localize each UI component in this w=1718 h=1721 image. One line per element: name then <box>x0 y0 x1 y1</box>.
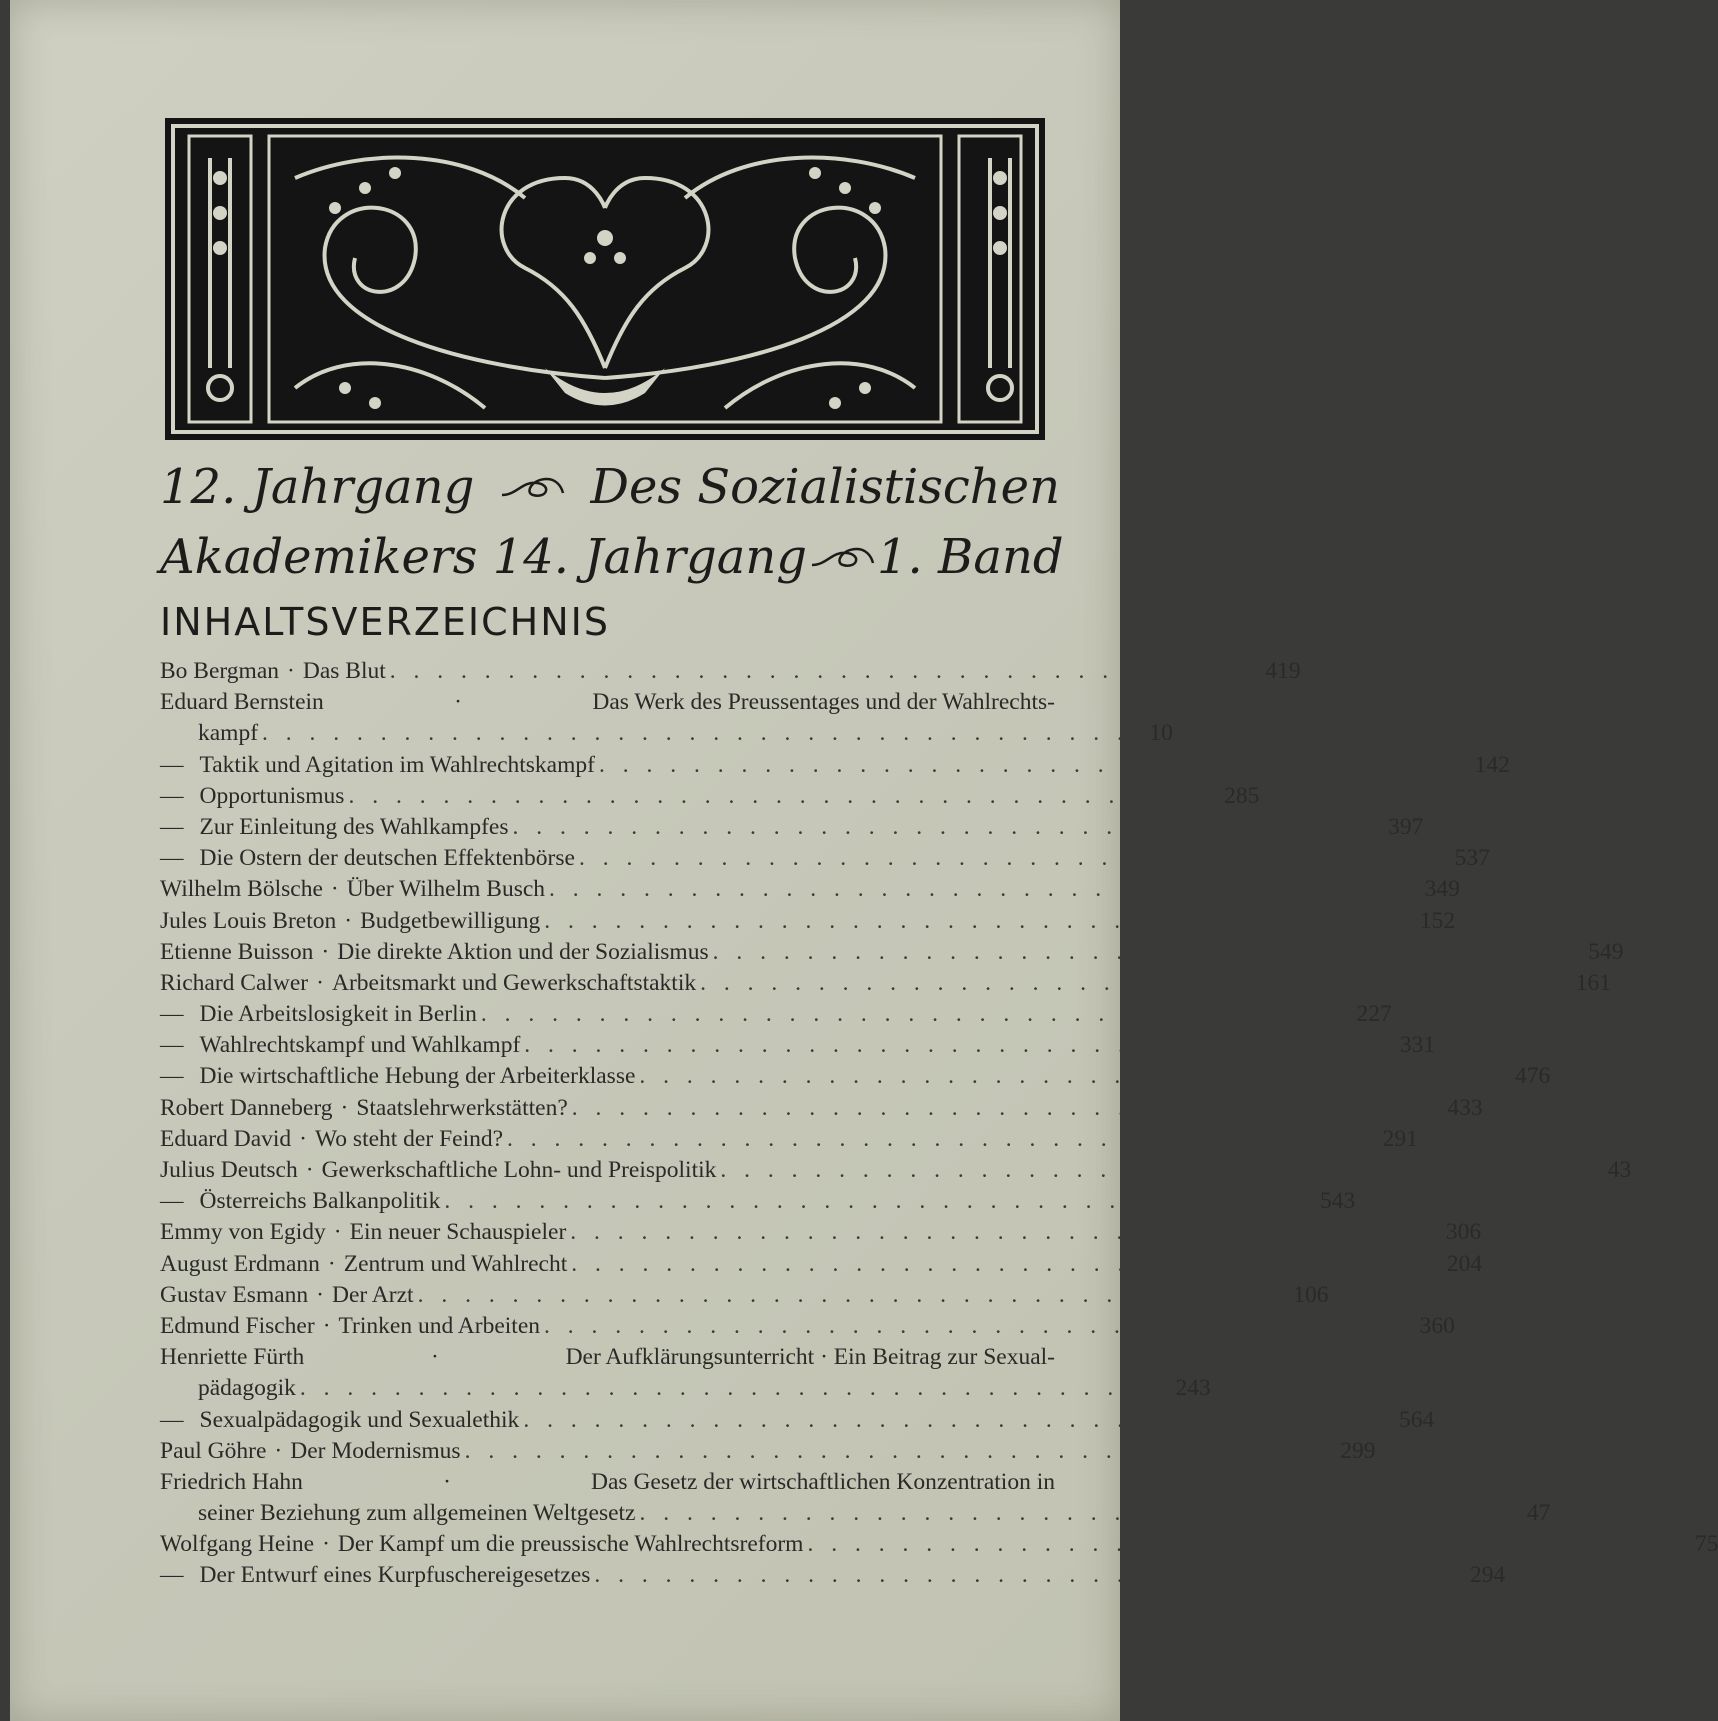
toc-entry <box>160 687 1173 749</box>
toc-entry-line <box>160 687 1055 718</box>
toc-page-number: 43 <box>1607 1157 1632 1183</box>
dot-leader: . . . . . . . . . . . . . . . . . . . . . . . . . . . . . . . . . . . . . <box>594 1562 1462 1589</box>
toc-entry <box>160 937 1624 968</box>
toc-separator: · <box>321 938 330 965</box>
toc-entry <box>160 999 1392 1030</box>
toc-title: Der Modernismus <box>290 1437 461 1464</box>
toc-page-number: 142 <box>1474 751 1510 778</box>
toc-author: Gustav Esmann <box>160 1281 309 1308</box>
dot-leader: . . . . . . . . . . . . . . . . . . . . . . . . . . . . . . . . . . . . . <box>464 1437 1332 1464</box>
toc-separator: · <box>340 1094 349 1121</box>
volume-label: 1. Band <box>877 529 1064 585</box>
toc-author: — <box>160 813 184 840</box>
toc-page-number: 543 <box>1319 1188 1356 1215</box>
toc-page-number: 294 <box>1469 1562 1506 1589</box>
toc-entry <box>160 1155 1632 1186</box>
toc-entry-line <box>160 999 1392 1030</box>
toc-title: Sexualpädagogik und Sexualethik <box>199 1406 520 1433</box>
journal-name-part2: Akademikers 14. Jahrgang <box>160 529 807 585</box>
toc-entry-continuation <box>160 1498 1551 1529</box>
toc-entry <box>160 1061 1551 1092</box>
toc-page-number: 227 <box>1356 1001 1392 1028</box>
dot-leader: . . . . . . . . . . . . . . . . . . . . . . . . . . . . . . . . . . . . . <box>712 938 1580 965</box>
toc-separator: · <box>299 1125 307 1152</box>
toc-author: Friedrich Hahn <box>160 1468 303 1495</box>
toc-entry-line <box>160 1529 1718 1560</box>
toc-title: Ein neuer Schauspieler <box>349 1219 567 1246</box>
toc-title: Die wirtschaftliche Hebung der Arbeiterklasse <box>199 1063 636 1090</box>
toc-author: Richard Calwer <box>160 969 309 996</box>
toc-title: Zentrum und Wahlrecht <box>343 1250 568 1277</box>
toc-separator: · <box>430 1344 439 1371</box>
toc-author: Wolfgang Heine <box>160 1531 315 1558</box>
toc-separator: · <box>344 907 353 934</box>
dot-leader: . . . . . . . . . . . . . . . . . . . . . . . . . . . . . . . . . . . . . <box>639 1500 1507 1527</box>
toc-heading: INHALTSVERZEICHNIS <box>160 600 610 644</box>
toc-separator: · <box>287 658 295 684</box>
toc-entry <box>160 1342 1211 1404</box>
toc-entry <box>160 656 1301 687</box>
toc-title: Der Kampf um die preussische Wahlrechtsreform <box>337 1531 804 1558</box>
toc-page-number: 306 <box>1445 1219 1482 1246</box>
toc-author: Robert Danneberg <box>160 1094 333 1121</box>
toc-entry <box>160 874 1460 905</box>
table-of-contents <box>160 656 1718 1592</box>
toc-title: Staatslehrwerkstätten? <box>356 1094 568 1121</box>
toc-page-number: 285 <box>1224 782 1260 809</box>
dot-leader: . . . . . . . . . . . . . . . . . . . . . . . . . . . . . . . . . . . . . <box>571 1250 1439 1277</box>
toc-author: Eduard Bernstein <box>160 689 324 716</box>
toc-title: Opportunismus <box>199 782 345 809</box>
toc-entry-line <box>160 968 1611 999</box>
toc-entry <box>160 1280 1329 1311</box>
toc-entry <box>160 1560 1506 1591</box>
dot-leader: . . . . . . . . . . . . . . . . . . . . . . . . . . . . . . . . . . . . . <box>544 1312 1411 1339</box>
toc-author: — <box>160 782 184 809</box>
toc-author: Wilhelm Bölsche <box>160 876 323 903</box>
toc-author: August Erdmann <box>160 1250 320 1277</box>
dot-leader: . . . . . . . . . . . . . . . . . . . . . . . . . . . . . . . . . . . . . <box>480 1001 1348 1028</box>
toc-entry-line <box>160 750 1510 781</box>
toc-entry <box>160 1311 1455 1342</box>
toc-entry-line <box>160 1124 1418 1155</box>
toc-page-number: 47 <box>1526 1500 1551 1527</box>
toc-separator: · <box>333 1219 342 1246</box>
toc-page-number: 291 <box>1382 1125 1418 1152</box>
toc-entry-line <box>160 1436 1376 1467</box>
dot-leader: . . . . . . . . . . . . . . . . . . . . . . . . . . . . . . . . . . . . . <box>417 1281 1285 1308</box>
toc-title: Das Gesetz der wirtschaftlichen Konzentration in <box>591 1468 1055 1495</box>
dot-leader: . . . . . . . . . . . . . . . . . . . . . . . . . . . . . . . . . . . . . <box>524 1032 1392 1059</box>
toc-entry-line <box>160 843 1490 874</box>
toc-title: Das Blut <box>302 658 386 684</box>
toc-author: — <box>160 1032 184 1059</box>
toc-title: Über Wilhelm Busch <box>346 876 546 903</box>
toc-title: Die Ostern der deutschen Effektenbörse <box>199 845 575 872</box>
toc-entry-line <box>160 781 1260 812</box>
dot-leader: . . . . . . . . . . . . . . . . . . . . . . . . . . . . . . . . . . . . . <box>299 1375 1167 1402</box>
toc-page-number: 152 <box>1419 907 1456 934</box>
toc-separator: · <box>454 689 462 716</box>
toc-entry-line <box>160 812 1424 843</box>
toc-entry-line <box>160 1093 1483 1124</box>
journal-page <box>10 0 1718 1721</box>
dot-leader: . . . . . . . . . . . . . . . . . . . . . . . . . . . . . . . . . . . . . <box>578 845 1446 872</box>
toc-page-number: 564 <box>1398 1406 1435 1433</box>
toc-separator: · <box>322 1312 331 1339</box>
toc-page-number: 161 <box>1575 969 1611 996</box>
flourish-ornament-icon <box>497 473 567 503</box>
toc-separator: · <box>443 1468 451 1495</box>
toc-entry <box>160 1030 1436 1061</box>
toc-title-continuation: kampf <box>198 720 259 747</box>
toc-page-number: 106 <box>1293 1281 1329 1308</box>
toc-title: Wahlrechtskampf und Wahlkampf <box>199 1032 521 1059</box>
toc-title: Trinken und Arbeiten <box>338 1312 541 1339</box>
dot-leader: . . . . . . . . . . . . . . . . . . . . . . . . . . . . . . . . . . . . . <box>523 1406 1391 1433</box>
toc-entry <box>160 750 1510 781</box>
journal-name-part1: Des Sozialistischen <box>590 459 1060 515</box>
toc-entry <box>160 968 1611 999</box>
toc-entry <box>160 1217 1482 1248</box>
toc-author: — <box>160 1562 184 1589</box>
flourish-ornament-icon <box>807 543 877 573</box>
toc-title: Zur Einleitung des Wahlkampfes <box>199 813 509 840</box>
toc-page-number: 537 <box>1454 845 1490 872</box>
toc-author: Bo Bergman <box>160 658 280 684</box>
toc-title: Der Entwurf eines Kurpfuschereigesetzes <box>199 1562 591 1589</box>
dot-leader: . . . . . . . . . . . . . . . . . . . . . . . . . . . . . . . . . . . . . <box>444 1188 1312 1215</box>
dot-leader: . . . . . . . . . . . . . . . . . . . . . . . . . . . . . . . . . . . . . <box>807 1531 1675 1558</box>
toc-title: Wo steht der Feind? <box>315 1125 504 1152</box>
toc-separator: · <box>316 1281 324 1308</box>
toc-separator: · <box>305 1157 314 1183</box>
volume-title <box>160 452 1064 592</box>
dot-leader: . . . . . . . . . . . . . . . . . . . . . . . . . . . . . . . . . . . . . <box>571 1094 1439 1121</box>
toc-page-number: 549 <box>1588 938 1624 965</box>
dot-leader: . . . . . . . . . . . . . . . . . . . . . . . . . . . . . . . . . . . . . <box>570 1219 1438 1246</box>
title-line-1 <box>160 452 1060 522</box>
dot-leader: . . . . . . . . . . . . . . . . . . . . . . . . . . . . . . . . . . . . . <box>720 1157 1588 1183</box>
toc-entry <box>160 812 1424 843</box>
toc-entry <box>160 1467 1551 1529</box>
toc-page-number: 331 <box>1399 1032 1436 1059</box>
toc-page-number: 360 <box>1419 1312 1455 1339</box>
toc-entry-line <box>160 1030 1436 1061</box>
toc-page-number: 10 <box>1149 720 1173 747</box>
dot-leader: . . . . . . . . . . . . . . . . . . . . . . . . . . . . . . . . . . . . . <box>700 969 1567 996</box>
toc-separator: · <box>330 876 339 903</box>
toc-entry-line <box>160 1155 1632 1186</box>
toc-entry <box>160 1436 1376 1467</box>
toc-author: Julius Deutsch <box>160 1157 298 1183</box>
toc-entry <box>160 1093 1483 1124</box>
toc-entry-line <box>160 1249 1483 1280</box>
toc-title: Der Arzt <box>332 1281 414 1308</box>
toc-author: Paul Göhre <box>160 1437 267 1464</box>
dot-leader: . . . . . . . . . . . . . . . . . . . . . . . . . . . . . . . . . . . . . <box>507 1125 1374 1152</box>
toc-separator: · <box>316 969 324 996</box>
toc-entry-line <box>160 1186 1356 1217</box>
toc-entry <box>160 843 1490 874</box>
toc-page-number: 75 <box>1694 1531 1718 1558</box>
toc-entry-line <box>160 1467 1055 1498</box>
dot-leader: . . . . . . . . . . . . . . . . . . . . . . . . . . . . . . . . . . . . . <box>348 782 1216 809</box>
toc-page-number: 243 <box>1175 1375 1211 1402</box>
toc-separator: · <box>322 1531 330 1558</box>
toc-title: Taktik und Agitation im Wahlrechtskampf <box>199 751 595 778</box>
toc-entry-line <box>160 1405 1435 1436</box>
toc-entry-continuation <box>160 718 1173 749</box>
toc-entry-line <box>160 874 1460 905</box>
toc-title-continuation: seiner Beziehung zum allgemeinen Weltgesetz <box>198 1500 636 1527</box>
dot-leader: . . . . . . . . . . . . . . . . . . . . . . . . . . . . . . . . . . . . . <box>598 751 1466 778</box>
dot-leader: . . . . . . . . . . . . . . . . . . . . . . . . . . . . . . . . . . . . . <box>389 658 1257 684</box>
toc-title-continuation: pädagogik <box>198 1375 296 1402</box>
toc-author: Henriette Fürth <box>160 1344 305 1371</box>
toc-entry <box>160 1405 1435 1436</box>
toc-entry-line <box>160 1342 1055 1373</box>
toc-title: Budgetbewilligung <box>360 907 541 934</box>
toc-entry <box>160 1186 1356 1217</box>
toc-separator: · <box>327 1250 336 1277</box>
toc-author: — <box>160 1001 184 1028</box>
toc-author: — <box>160 751 184 778</box>
toc-author: Etienne Buisson <box>160 938 314 965</box>
toc-title: Die direkte Aktion und der Sozialismus <box>337 938 709 965</box>
toc-entry <box>160 906 1456 937</box>
toc-title: Gewerkschaftliche Lohn- und Preispolitik <box>321 1157 717 1183</box>
toc-entry-line <box>160 1217 1482 1248</box>
dot-leader: . . . . . . . . . . . . . . . . . . . . . . . . . . . . . . . . . . . . . <box>262 720 1129 747</box>
toc-entry-line <box>160 937 1624 968</box>
toc-entry-continuation <box>160 1373 1211 1404</box>
toc-author: — <box>160 1063 184 1090</box>
title-line-2 <box>160 522 1064 592</box>
toc-author: Emmy von Egidy <box>160 1219 326 1246</box>
toc-page-number: 299 <box>1340 1437 1376 1464</box>
toc-author: — <box>160 1406 184 1433</box>
toc-page-number: 397 <box>1388 813 1424 840</box>
toc-separator: · <box>274 1437 283 1464</box>
toc-page-number: 476 <box>1515 1063 1551 1090</box>
toc-title: Der Aufklärungsunterricht · Ein Beitrag zur Sexual- <box>565 1344 1055 1371</box>
dot-leader: . . . . . . . . . . . . . . . . . . . . . . . . . . . . . . . . . . . . . <box>639 1063 1507 1090</box>
toc-entry-line <box>160 1311 1455 1342</box>
toc-page-number: 204 <box>1446 1250 1483 1277</box>
toc-author: Eduard David <box>160 1125 292 1152</box>
toc-author: — <box>160 845 184 872</box>
toc-author: Edmund Fischer <box>160 1312 315 1339</box>
dot-leader: . . . . . . . . . . . . . . . . . . . . . . . . . . . . . . . . . . . . . <box>549 876 1416 903</box>
toc-title: Das Werk des Preussentages und der Wahlrechts- <box>592 689 1055 716</box>
toc-entry-line <box>160 1061 1551 1092</box>
toc-author: — <box>160 1188 184 1215</box>
toc-entry-line <box>160 1560 1506 1591</box>
toc-page-number: 349 <box>1424 876 1460 903</box>
toc-entry <box>160 1529 1718 1560</box>
toc-page-number: 433 <box>1447 1094 1483 1121</box>
toc-entry-line <box>160 906 1456 937</box>
toc-entry <box>160 1124 1418 1155</box>
toc-page-number: 419 <box>1265 658 1301 684</box>
toc-entry <box>160 1249 1483 1280</box>
toc-entry-line <box>160 1280 1329 1311</box>
toc-entry-line <box>160 656 1301 687</box>
dot-leader: . . . . . . . . . . . . . . . . . . . . . . . . . . . . . . . . . . . . . <box>544 907 1412 934</box>
toc-title: Österreichs Balkanpolitik <box>199 1188 441 1215</box>
toc-entry <box>160 781 1260 812</box>
toc-author: Jules Louis Breton <box>160 907 337 934</box>
year-label: 12. Jahrgang <box>160 459 475 515</box>
dot-leader: . . . . . . . . . . . . . . . . . . . . . . . . . . . . . . . . . . . . . <box>512 813 1380 840</box>
toc-title: Die Arbeitslosigkeit in Berlin <box>199 1001 477 1028</box>
toc-title: Arbeitsmarkt und Gewerkschaftstaktik <box>331 969 697 996</box>
art-nouveau-header-ornament <box>165 118 1045 440</box>
